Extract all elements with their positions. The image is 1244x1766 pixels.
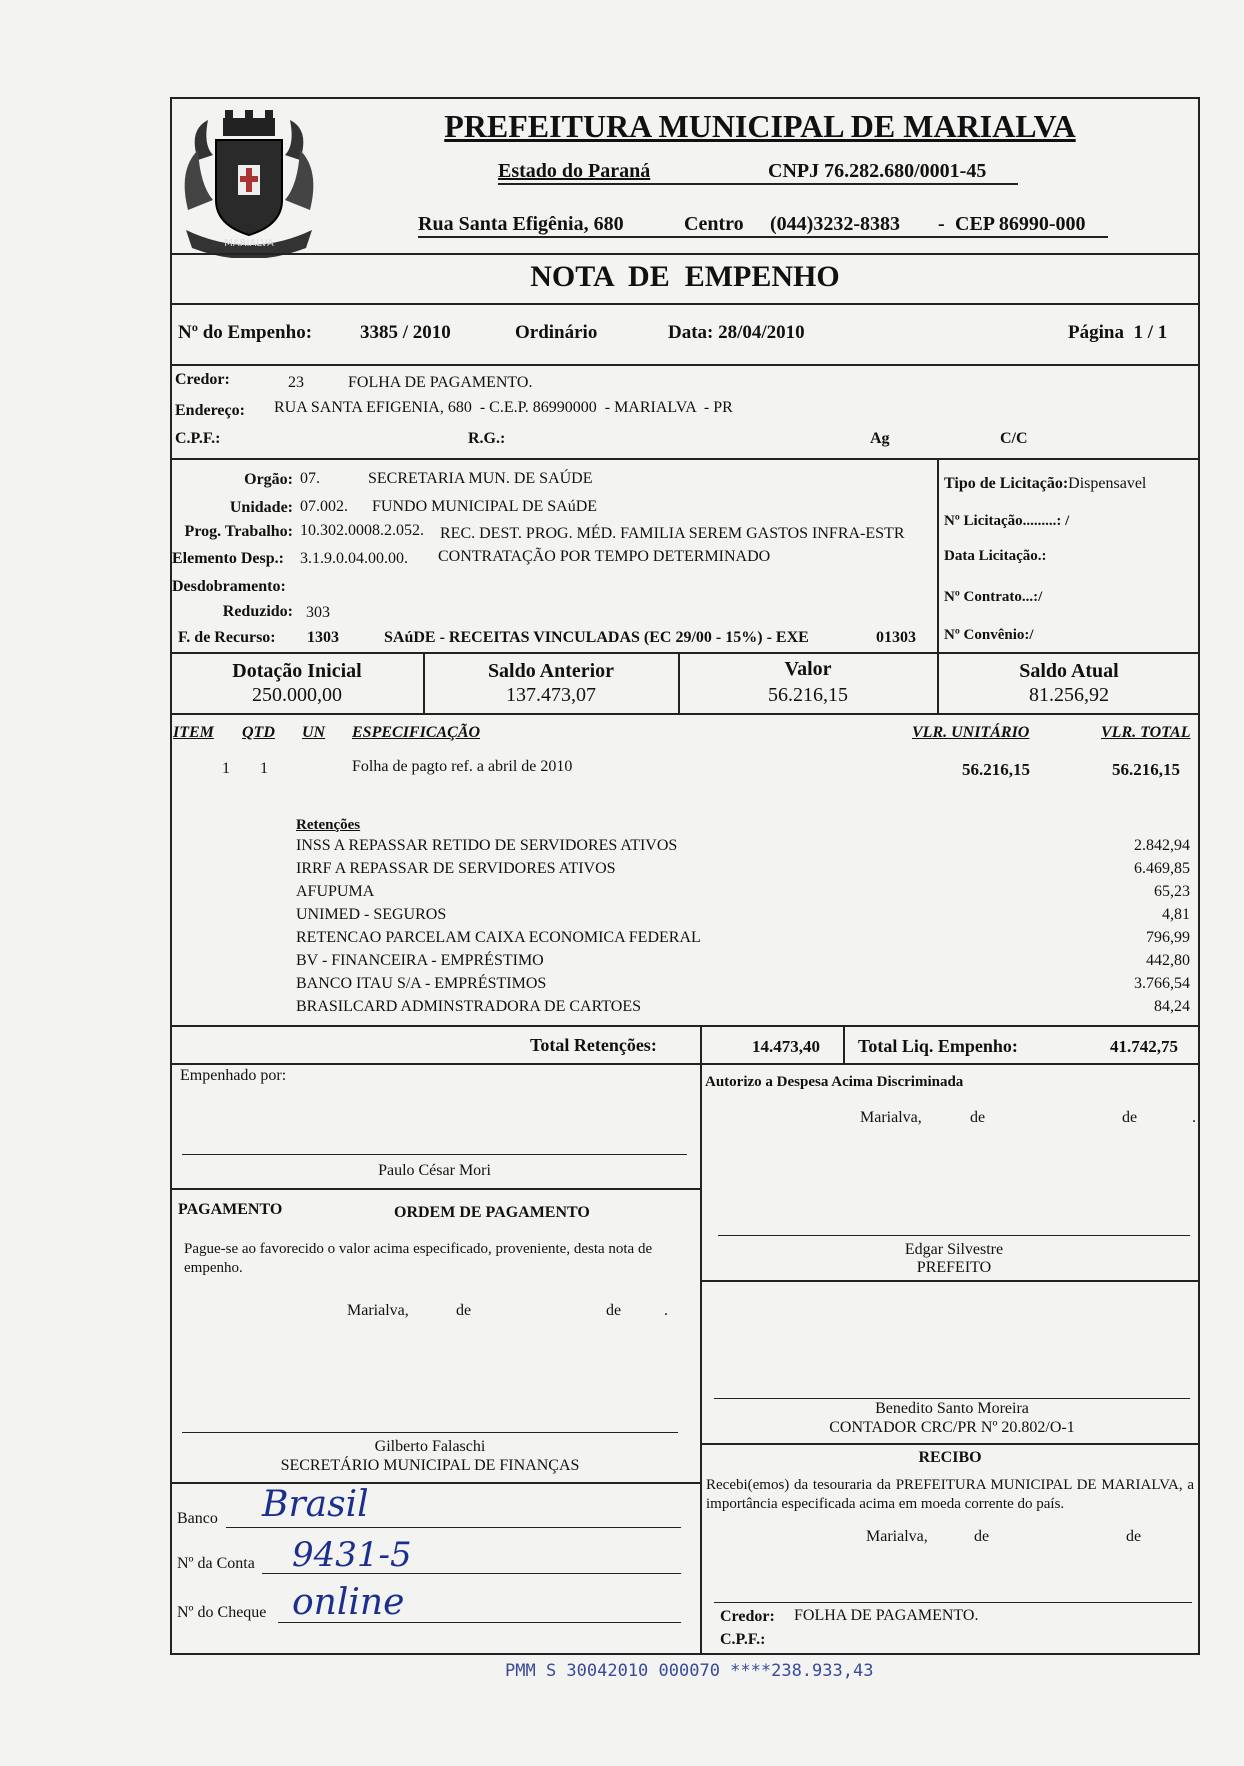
valor-value: 56.216,15 [768,684,848,706]
retencao-row [296,860,1196,883]
elemento-code: 3.1.9.0.04.00.00. [300,550,408,567]
signature-line [718,1235,1190,1236]
divider [170,364,1200,366]
empenhado-signer: Paulo César Mori [378,1162,491,1179]
pagamento-city: Marialva, [347,1302,409,1319]
atual-label: Saldo Atual [1019,660,1119,682]
page-title: PREFEITURA MUNICIPAL DE MARIALVA [444,108,1076,144]
credor-name: FOLHA DE PAGAMENTO. [348,374,533,391]
header-address: Rua Santa Efigênia, 680 [418,213,624,235]
pagamento-text: Pague-se ao favorecido o valor acima especificado, proveniente, desta nota de empenho. [184,1241,653,1276]
divider [843,1025,845,1065]
retencao-value: 4,81 [1162,906,1190,923]
divider [937,458,939,653]
retencao-row [296,837,1196,860]
col-un: UN [302,724,326,741]
recibo-credor-value: FOLHA DE PAGAMENTO. [794,1607,979,1624]
retencao-desc: IRRF A REPASSAR DE SERVIDORES ATIVOS [296,860,616,877]
empenho-label: Nº do Empenho: [178,322,313,343]
retencao-desc: BANCO ITAU S/A - EMPRÉSTIMOS [296,975,547,992]
header-cnpj: CNPJ 76.282.680/0001-45 [768,160,987,182]
reduzido-label: Reduzido: [222,603,293,620]
recibo-de2: de [1126,1528,1142,1545]
autorizo-signer: Edgar Silvestre [904,1241,1004,1258]
ag-label: Ag [870,430,890,447]
retencao-row [296,975,1196,998]
divider [170,1063,1200,1065]
divider [170,1482,700,1484]
header-dash: - [938,213,945,235]
recibo-credor-label: Credor: [720,1608,775,1625]
credor-code: 23 [288,374,304,391]
orgao-label: Orgão: [244,471,293,488]
recibo-text: Recebi(emos) da tesouraria da PREFEITURA MUNICIPAL DE MARIALVA, a importância especificada acima em moeda corrente do país. [706,1477,1194,1512]
prog-label: Prog. Trabalho: [184,523,293,540]
header-phone: (044)3232-8383 [770,213,900,235]
ordem-label: ORDEM DE PAGAMENTO [394,1204,590,1221]
unidade-name: FUNDO MUNICIPAL DE SAúDE [372,498,598,515]
valor-label: Valor [784,658,832,680]
empenho-type: Ordinário [515,322,598,343]
signature-line [182,1154,687,1155]
retencao-row [296,906,1196,929]
empenho-date: Data: 28/04/2010 [668,322,805,343]
cheque-label: Nº do Cheque [177,1604,267,1621]
total-liq-value: 41.742,75 [1110,1037,1178,1056]
rg-label: R.G.: [468,430,506,447]
header-state: Estado do Paraná [498,160,651,182]
endereco-label: Endereço: [175,402,245,419]
licitacao-data: Data Licitação.: [944,548,1047,564]
anterior-value: 137.473,07 [506,684,596,706]
retencao-desc: UNIMED - SEGUROS [296,906,447,923]
divider [170,652,1200,654]
col-vlr-total: VLR. TOTAL [1101,724,1191,741]
conta-handwriting: 9431-5 [292,1535,412,1575]
retencao-desc: INSS A REPASSAR RETIDO DE SERVIDORES ATIVOS [296,837,678,854]
retencao-value: 65,23 [1154,883,1190,900]
divider [700,1280,1200,1282]
divider [170,1025,1200,1027]
pagamento-de1: de [456,1302,472,1319]
footer-stamp: PMM S 30042010 000070 ****238.933,43 [505,1661,874,1681]
signature-line [714,1602,1192,1603]
retencao-value: 3.766,54 [1134,975,1190,992]
recibo-city: Marialva, [866,1528,928,1545]
conta-label: Nº da Conta [177,1555,255,1572]
recibo-cpf-label: C.P.F.: [720,1631,766,1648]
autorizo-city: Marialva, [860,1109,922,1126]
retencoes-title: Retenções [296,817,361,833]
divider [700,1063,702,1655]
header-underline-2 [418,236,1108,238]
licitacao-tipo-label: Tipo de Licitação: [944,475,1069,492]
retencao-row [296,929,1196,952]
col-esp: ESPECIFICAÇÃO [352,724,481,741]
unidade-code: 07.002. [300,498,348,515]
orgao-code: 07. [300,470,320,487]
elemento-name: CONTRATAÇÃO POR TEMPO DETERMINADO [438,548,771,565]
divider [170,1188,700,1190]
dotacao-label: Dotação Inicial [232,660,362,682]
banco-line [226,1527,681,1528]
divider [700,1443,1200,1445]
autorizo-de2: de [1122,1109,1138,1126]
autorizo-de1: de [970,1109,986,1126]
retencao-value: 796,99 [1146,929,1190,946]
licitacao-tipo-value: Dispensavel [1068,475,1147,492]
item-esp: Folha de pagto ref. a abril de 2010 [352,758,573,775]
banco-handwriting: Brasil [262,1484,369,1525]
endereco-value: RUA SANTA EFIGENIA, 680 - C.E.P. 86990000 - MARIALVA - PR [274,399,733,416]
signature-line [714,1398,1190,1399]
retencao-value: 84,24 [1154,998,1190,1015]
total-retencoes-value: 14.473,40 [752,1037,820,1056]
item-vlr-total: 56.216,15 [1112,760,1180,779]
retencao-desc: RETENCAO PARCELAM CAIXA ECONOMICA FEDERAL [296,929,701,946]
recurso-num: 01303 [876,629,916,646]
cc-label: C/C [1000,430,1028,447]
header-cep: CEP 86990-000 [955,213,1086,235]
orgao-name: SECRETARIA MUN. DE SAÚDE [368,470,593,487]
licitacao-tipo [944,475,1146,493]
col-qtd: QTD [242,724,275,741]
licitacao-contrato: Nº Contrato...:/ [944,589,1043,605]
recurso-name: SAúDE - RECEITAS VINCULADAS (EC 29/00 - 15%) - EXE [384,629,809,646]
item-qtd: 1 [260,760,268,777]
item-vlr-unit: 56.216,15 [962,760,1030,779]
pagamento-label: PAGAMENTO [178,1201,283,1218]
pagamento-de2: de [606,1302,622,1319]
col-vlr-unit: VLR. UNITÁRIO [912,724,1030,741]
autorizo-signer-role: PREFEITO [916,1259,992,1276]
divider [700,1025,702,1065]
item-number: 1 [222,760,230,777]
retencoes-list [296,837,1196,1021]
prog-name: REC. DEST. PROG. MÉD. FAMILIA SEREM GASTOS INFRA-ESTR [440,525,905,542]
credor-label: Credor: [175,371,230,388]
anterior-label: Saldo Anterior [487,660,615,682]
header-underline-1 [498,183,1018,185]
retencao-row [296,998,1196,1021]
recibo-de1: de [974,1528,990,1545]
contador-role: CONTADOR CRC/PR Nº 20.802/O-1 [829,1419,1075,1436]
recurso-code: 1303 [307,629,339,646]
total-liq-label: Total Liq. Empenho: [858,1036,1018,1056]
document-title: NOTA DE EMPENHO [530,260,840,293]
retencao-desc: BRASILCARD ADMINSTRADORA DE CARTOES [296,998,642,1015]
signature-line [182,1432,678,1433]
empenhado-label: Empenhado por: [180,1067,287,1084]
header-district: Centro [684,213,744,235]
col-item: ITEM [173,724,214,741]
empenho-page: Página 1 / 1 [1068,322,1168,343]
svg-text:MARIALVA: MARIALVA [224,238,274,249]
retencao-value: 6.469,85 [1134,860,1190,877]
divider [170,303,1200,305]
pagamento-signer: Gilberto Falaschi [374,1438,486,1455]
banco-label: Banco [177,1510,218,1527]
desdobramento-label: Desdobramento: [172,578,286,595]
retencao-row [296,883,1196,906]
retencao-value: 442,80 [1146,952,1190,969]
licitacao-convenio: Nº Convênio:/ [944,627,1034,643]
retencao-desc: BV - FINANCEIRA - EMPRÉSTIMO [296,952,544,969]
retencao-value: 2.842,94 [1134,837,1190,854]
atual-value: 81.256,92 [1029,684,1109,706]
coat-of-arms-icon [178,100,320,258]
divider [170,458,1200,460]
elemento-label: Elemento Desp.: [172,550,284,567]
retencao-row [296,952,1196,975]
prog-code: 10.302.0008.2.052. [300,522,424,539]
divider [170,253,1200,255]
recurso-label: F. de Recurso: [178,629,276,646]
cpf-label: C.P.F.: [175,430,221,447]
divider [170,713,1200,715]
cheque-handwriting: online [292,1582,405,1623]
contador-signer: Benedito Santo Moreira [875,1400,1029,1417]
dotacao-value: 250.000,00 [252,684,342,706]
pagamento-signer-role: SECRETÁRIO MUNICIPAL DE FINANÇAS [280,1457,580,1474]
autorizo-label: Autorizo a Despesa Acima Discriminada [705,1074,964,1090]
unidade-label: Unidade: [229,499,293,516]
reduzido-value: 303 [306,604,330,621]
recibo-title: RECIBO [918,1449,982,1466]
total-retencoes-label: Total Retenções: [530,1035,657,1055]
empenho-number: 3385 / 2010 [360,322,451,343]
autorizo-dot: . [1192,1109,1196,1126]
pagamento-dot: . [664,1302,668,1319]
licitacao-numero: Nº Licitação.........: / [944,513,1070,529]
retencao-desc: AFUPUMA [296,883,375,900]
